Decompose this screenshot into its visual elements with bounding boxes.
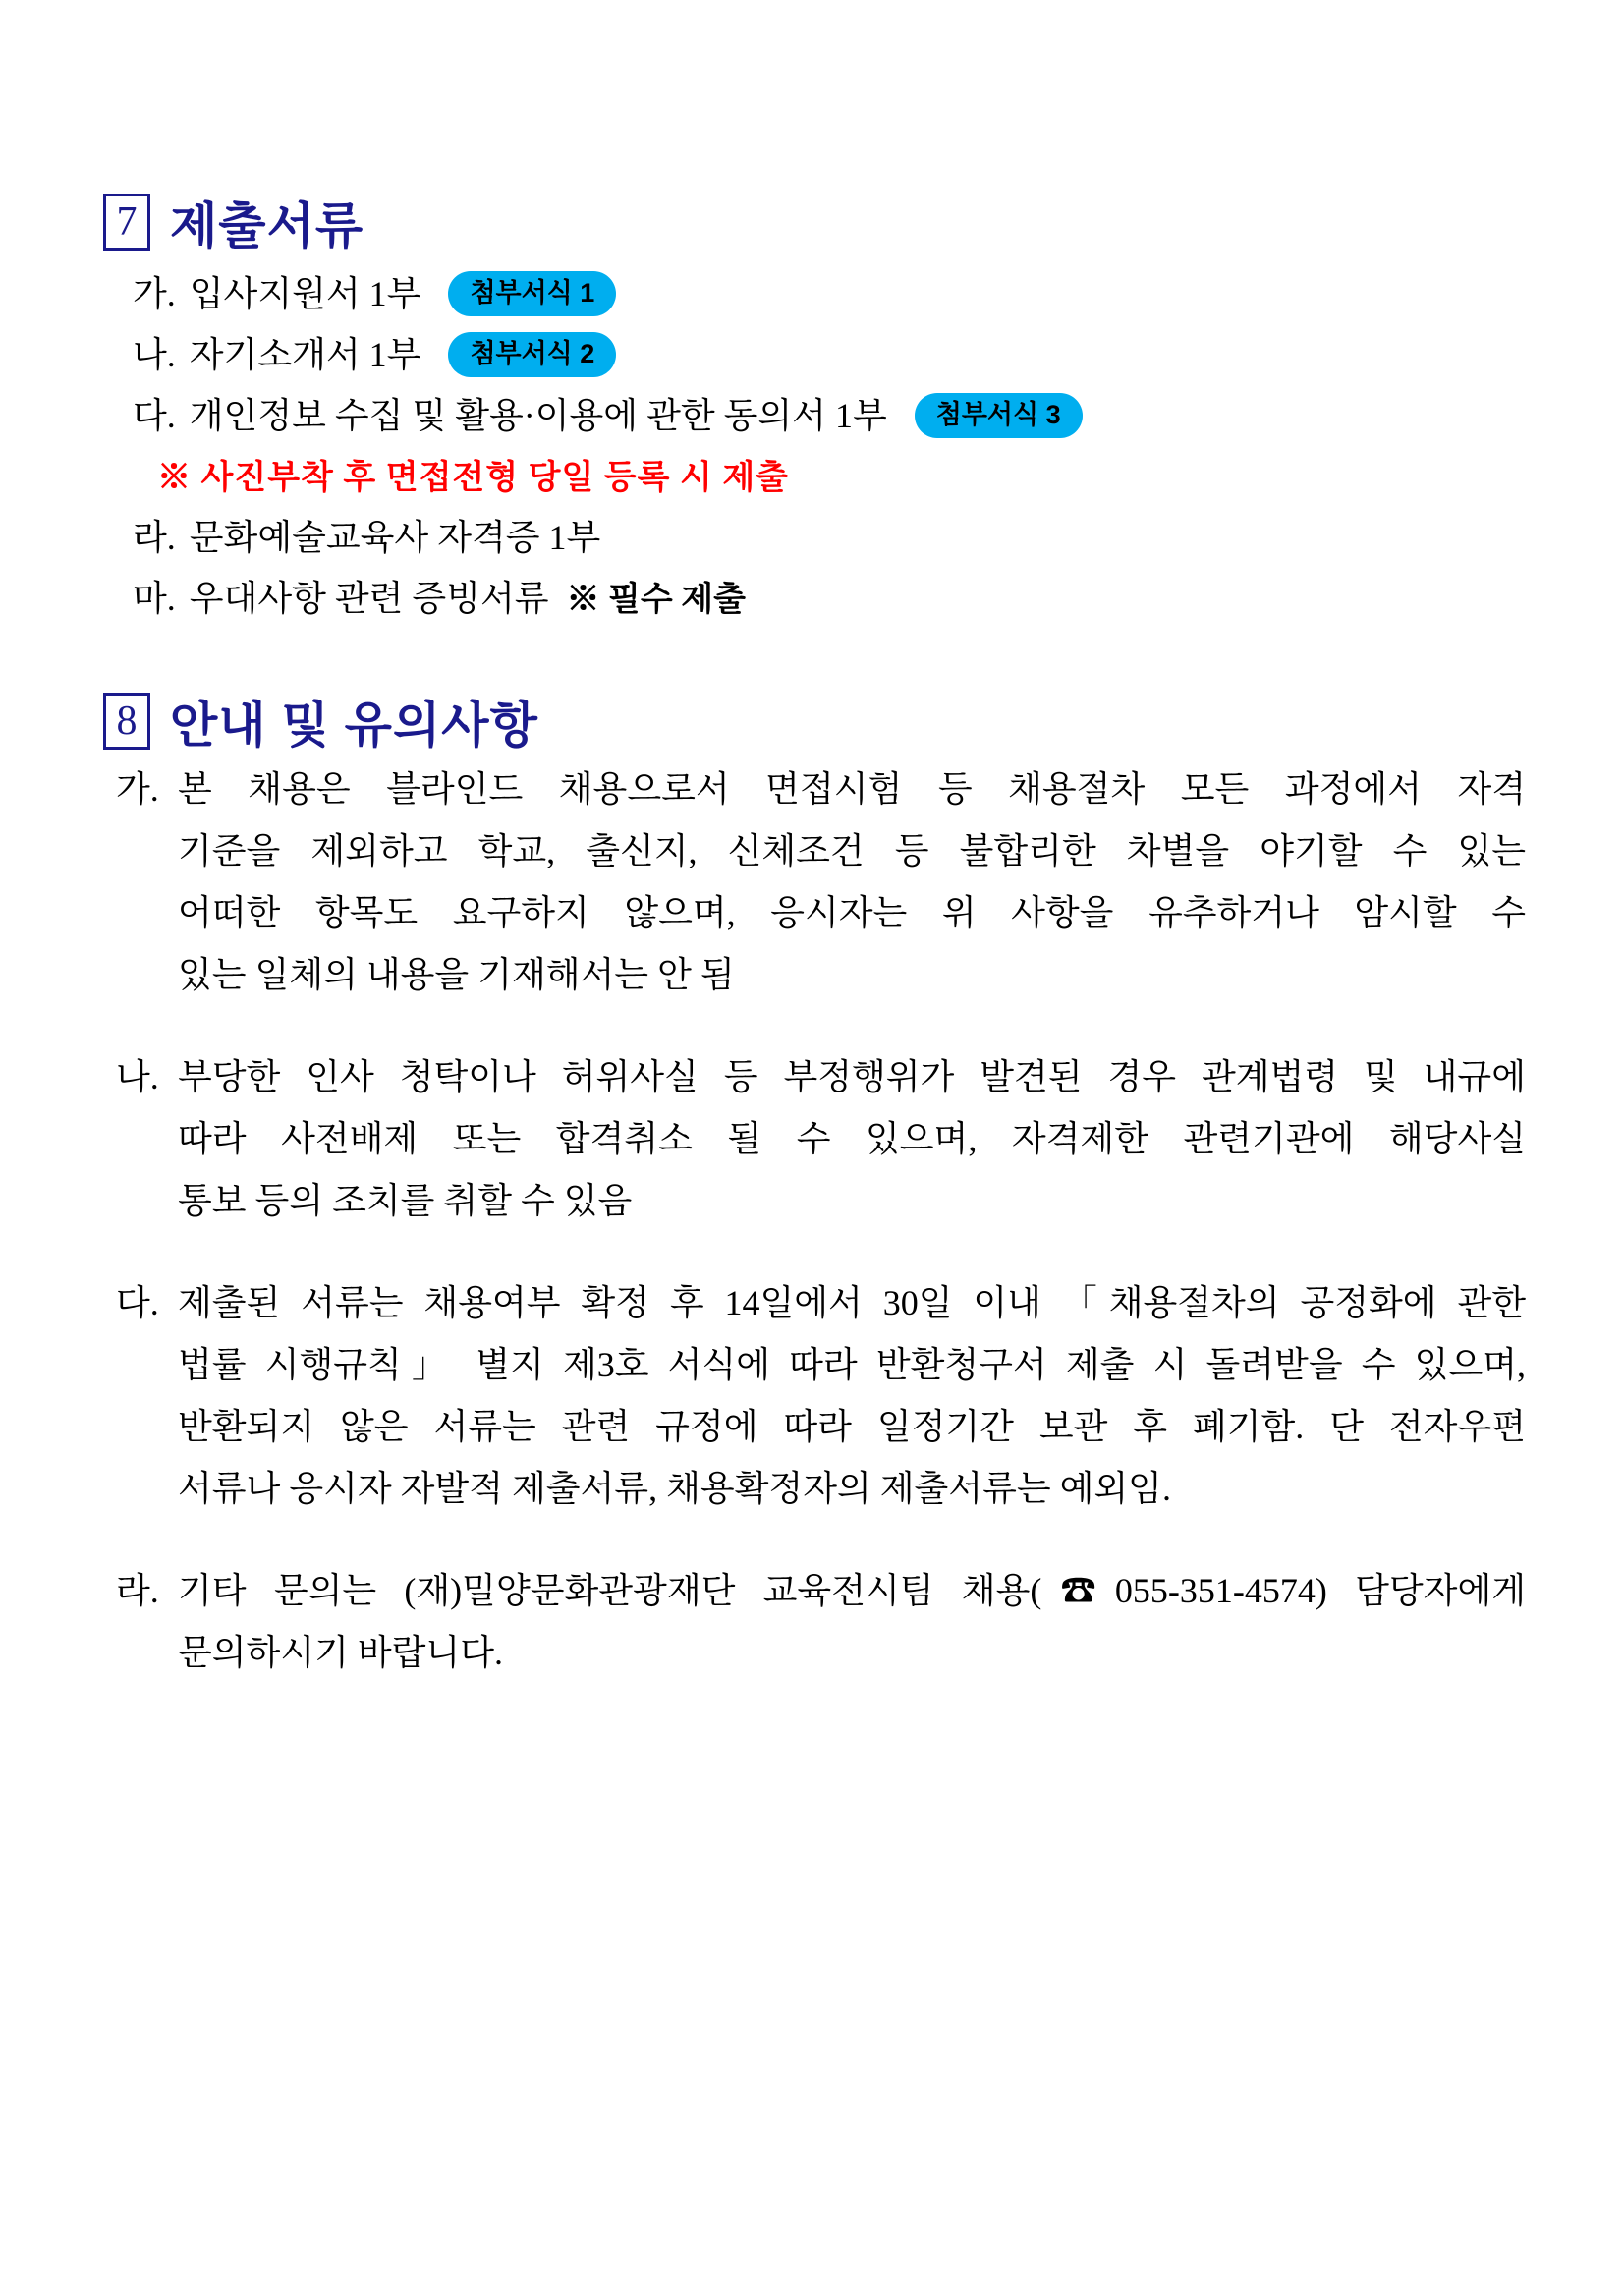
paragraph-blind-hiring xyxy=(116,758,1526,1006)
section7-header xyxy=(103,187,364,257)
paragraph-line: 있는 일체의 내용을 기재해서는 안 됨 xyxy=(178,955,735,994)
paragraph-misconduct xyxy=(116,1046,1526,1232)
item-text: 입사지원서 1부 xyxy=(189,274,421,313)
photo-attachment-note-row xyxy=(133,446,1083,507)
paragraph-line: 반환되지 않은 서류는 관련 규정에 따라 일정기간 보관 후 폐기함. 단 전자우편 xyxy=(178,1407,1526,1446)
list-item xyxy=(133,263,1083,324)
paragraph-line: 제출된 서류는 채용여부 확정 후 14일에서 30일 이내 「채용절차의 공정화에 관한 xyxy=(178,1283,1526,1322)
list-item xyxy=(133,324,1083,385)
section8-number: 8 xyxy=(116,699,138,744)
paragraph-line: 법률 시행규칙」 별지 제3호 서식에 따라 반환청구서 제출 시 돌려받을 수 있으며, xyxy=(178,1345,1526,1384)
item-label: 가. xyxy=(133,274,176,313)
item-label: 나. xyxy=(133,335,176,374)
paragraph-line: 서류나 응시자 자발적 제출서류, 채용확정자의 제출서류는 예외임. xyxy=(178,1469,1171,1508)
paragraph-label: 가. xyxy=(116,769,159,809)
item-text: 자기소개서 1부 xyxy=(189,335,421,374)
paragraph-line: 따라 사전배제 또는 합격취소 될 수 있으며, 자격제한 관련기관에 해당사실 xyxy=(178,1119,1526,1158)
paragraph-label: 나. xyxy=(116,1057,159,1096)
item-text: 문화예술교육사 자격증 1부 xyxy=(189,518,601,557)
section7-number: 7 xyxy=(116,199,138,245)
section8-title: 안내 및 유의사항 xyxy=(170,698,538,753)
item-label: 라. xyxy=(133,518,176,557)
paragraph-line: 본 채용은 블라인드 채용으로서 면접시험 등 채용절차 모든 과정에서 자격 xyxy=(178,769,1526,809)
submission-documents-list xyxy=(133,263,1083,629)
paragraph-line: 어떠한 항목도 요구하지 않으며, 응시자는 위 사항을 유추하거나 암시할 수 xyxy=(178,893,1526,932)
attachment-form-badge: 첨부서식 2 xyxy=(448,332,616,377)
paragraph-line: 기준을 제외하고 학교, 출신지, 신체조건 등 불합리한 차별을 야기할 수 있는 xyxy=(178,831,1526,870)
paragraph-document-return xyxy=(116,1272,1526,1520)
attachment-form-badge: 첨부서식 3 xyxy=(915,393,1083,438)
guidance-notes-body xyxy=(116,758,1526,1724)
section8-header xyxy=(103,686,538,756)
paragraph-line: 통보 등의 조치를 취할 수 있음 xyxy=(178,1181,633,1220)
paragraph-contact-info xyxy=(116,1560,1526,1684)
list-item xyxy=(133,568,1083,629)
section7-title: 제출서류 xyxy=(170,198,364,253)
item-label: 다. xyxy=(133,396,176,435)
list-item xyxy=(133,385,1083,446)
list-item xyxy=(133,507,1083,568)
attachment-form-badge: 첨부서식 1 xyxy=(448,271,616,316)
item-text: 우대사항 관련 증빙서류 xyxy=(189,579,549,618)
section8-number-box xyxy=(103,693,150,750)
item-text: 개인정보 수집 및 활용·이용에 관한 동의서 1부 xyxy=(189,396,887,435)
paragraph-label: 다. xyxy=(116,1283,159,1322)
required-submission-note: ※ 필수 제출 xyxy=(566,582,746,618)
item-label: 마. xyxy=(133,579,176,618)
photo-attachment-note: ※ 사진부착 후 면접전형 당일 등록 시 제출 xyxy=(157,460,790,496)
paragraph-line: 부당한 인사 청탁이나 허위사실 등 부정행위가 발견된 경우 관계법령 및 내규에 xyxy=(178,1057,1526,1096)
paragraph-label: 라. xyxy=(116,1571,159,1610)
paragraph-line: 기타 문의는 (재)밀양문화관광재단 교육전시팀 채용(☎055-351-4574) 담당자에게 xyxy=(178,1571,1526,1610)
section7-number-box xyxy=(103,194,150,251)
paragraph-line: 문의하시기 바랍니다. xyxy=(178,1633,503,1672)
